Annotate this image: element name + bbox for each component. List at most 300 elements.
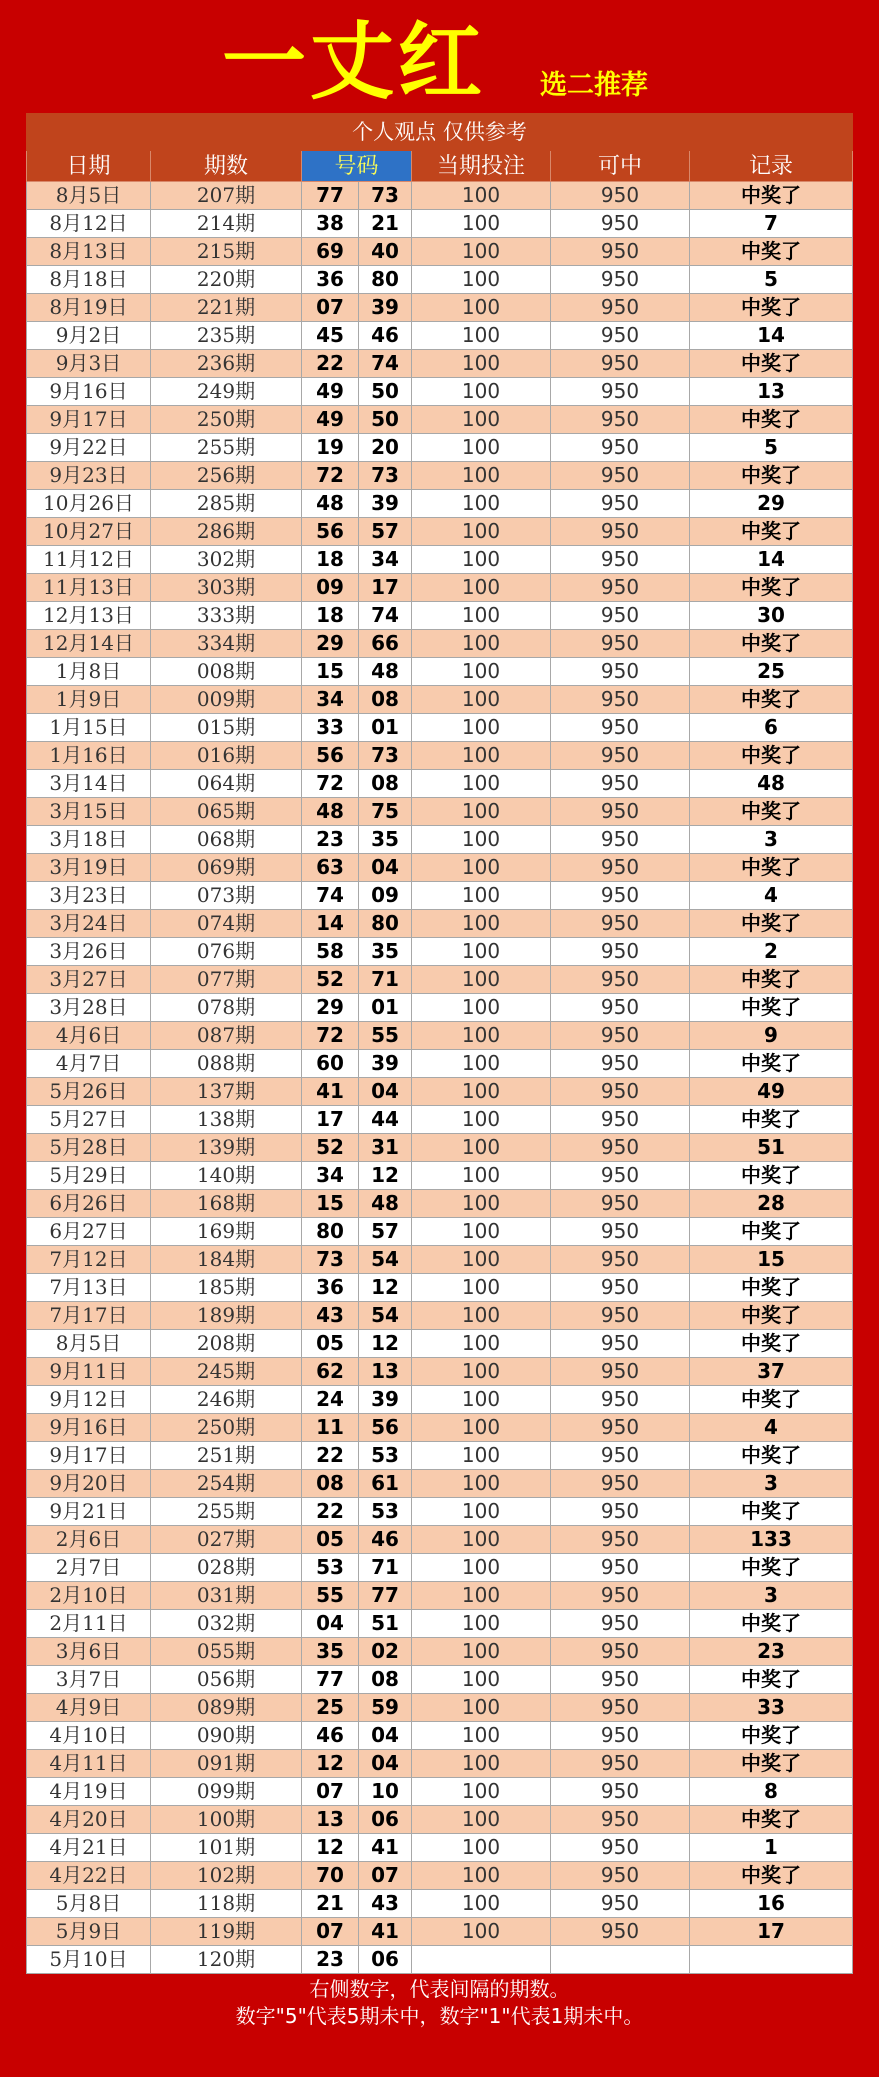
row-date: 9月17日 (27, 1442, 151, 1470)
row-date: 12月13日 (27, 602, 151, 630)
row-issue: 069期 (151, 854, 302, 882)
row-payout: 950 (551, 546, 690, 574)
row-payout: 950 (551, 322, 690, 350)
row-number-1: 07 (302, 1918, 359, 1946)
row-number-2: 66 (359, 630, 412, 658)
row-number-1: 22 (302, 1442, 359, 1470)
table-row (27, 1218, 853, 1246)
row-payout: 950 (551, 1022, 690, 1050)
row-number-1: 58 (302, 938, 359, 966)
row-number-1: 80 (302, 1218, 359, 1246)
row-number-1: 29 (302, 994, 359, 1022)
row-number-2: 21 (359, 210, 412, 238)
row-number-1: 38 (302, 210, 359, 238)
row-issue: 250期 (151, 406, 302, 434)
table-row (27, 1946, 853, 1974)
row-number-1: 34 (302, 1162, 359, 1190)
row-number-1: 49 (302, 406, 359, 434)
table-row (27, 1470, 853, 1498)
row-payout: 950 (551, 378, 690, 406)
row-bet: 100 (412, 1862, 551, 1890)
row-issue: 073期 (151, 882, 302, 910)
row-bet: 100 (412, 574, 551, 602)
row-payout: 950 (551, 1582, 690, 1610)
row-issue: 031期 (151, 1582, 302, 1610)
row-number-2: 43 (359, 1890, 412, 1918)
row-bet: 100 (412, 1078, 551, 1106)
table-row (27, 1778, 853, 1806)
row-record: 中奖了 (690, 742, 853, 770)
row-issue: 185期 (151, 1274, 302, 1302)
row-bet: 100 (412, 882, 551, 910)
row-issue: 254期 (151, 1470, 302, 1498)
row-issue: 333期 (151, 602, 302, 630)
row-record: 中奖了 (690, 630, 853, 658)
row-bet: 100 (412, 602, 551, 630)
row-record (690, 1946, 853, 1974)
row-bet: 100 (412, 1638, 551, 1666)
row-payout: 950 (551, 1610, 690, 1638)
row-number-2: 35 (359, 826, 412, 854)
row-number-2: 35 (359, 938, 412, 966)
row-issue: 100期 (151, 1806, 302, 1834)
banner-row (27, 114, 853, 151)
row-record: 中奖了 (690, 406, 853, 434)
row-issue: 235期 (151, 322, 302, 350)
table-row (27, 826, 853, 854)
row-payout: 950 (551, 742, 690, 770)
row-payout: 950 (551, 1386, 690, 1414)
row-payout: 950 (551, 462, 690, 490)
row-number-1: 19 (302, 434, 359, 462)
row-date: 9月20日 (27, 1470, 151, 1498)
row-number-1: 22 (302, 350, 359, 378)
row-number-2: 12 (359, 1274, 412, 1302)
row-number-1: 07 (302, 294, 359, 322)
row-bet: 100 (412, 1134, 551, 1162)
row-record: 25 (690, 658, 853, 686)
row-date: 11月13日 (27, 574, 151, 602)
row-date: 5月26日 (27, 1078, 151, 1106)
row-payout: 950 (551, 1442, 690, 1470)
row-date: 5月8日 (27, 1890, 151, 1918)
row-number-2: 51 (359, 1610, 412, 1638)
row-record: 中奖了 (690, 1722, 853, 1750)
row-issue: 009期 (151, 686, 302, 714)
row-date: 3月27日 (27, 966, 151, 994)
row-date: 2月6日 (27, 1526, 151, 1554)
row-bet: 100 (412, 1162, 551, 1190)
row-bet: 100 (412, 1414, 551, 1442)
row-payout: 950 (551, 1862, 690, 1890)
row-number-1: 33 (302, 714, 359, 742)
row-payout: 950 (551, 1302, 690, 1330)
table-row (27, 1302, 853, 1330)
row-record: 中奖了 (690, 1442, 853, 1470)
row-bet: 100 (412, 490, 551, 518)
row-bet: 100 (412, 182, 551, 210)
row-record: 中奖了 (690, 966, 853, 994)
row-number-2: 41 (359, 1834, 412, 1862)
row-issue: 090期 (151, 1722, 302, 1750)
row-payout: 950 (551, 770, 690, 798)
row-payout: 950 (551, 518, 690, 546)
row-number-1: 60 (302, 1050, 359, 1078)
row-record: 5 (690, 266, 853, 294)
row-issue: 214期 (151, 210, 302, 238)
row-record: 中奖了 (690, 350, 853, 378)
row-number-2: 74 (359, 350, 412, 378)
table-row (27, 910, 853, 938)
row-issue: 008期 (151, 658, 302, 686)
row-number-2: 54 (359, 1246, 412, 1274)
row-date: 2月10日 (27, 1582, 151, 1610)
row-record: 9 (690, 1022, 853, 1050)
row-record: 中奖了 (690, 1218, 853, 1246)
row-date: 3月23日 (27, 882, 151, 910)
row-bet: 100 (412, 518, 551, 546)
row-number-2: 50 (359, 378, 412, 406)
row-number-2: 01 (359, 994, 412, 1022)
row-number-2: 02 (359, 1638, 412, 1666)
row-number-1: 22 (302, 1498, 359, 1526)
table-row (27, 322, 853, 350)
row-number-1: 69 (302, 238, 359, 266)
row-date: 3月7日 (27, 1666, 151, 1694)
row-number-1: 04 (302, 1610, 359, 1638)
row-number-2: 13 (359, 1358, 412, 1386)
row-payout: 950 (551, 1078, 690, 1106)
row-issue: 221期 (151, 294, 302, 322)
table-row (27, 938, 853, 966)
row-record: 中奖了 (690, 798, 853, 826)
row-number-2: 08 (359, 686, 412, 714)
row-bet: 100 (412, 1722, 551, 1750)
row-record: 14 (690, 322, 853, 350)
row-number-1: 05 (302, 1526, 359, 1554)
row-record: 49 (690, 1078, 853, 1106)
row-number-2: 77 (359, 1582, 412, 1610)
row-date: 2月11日 (27, 1610, 151, 1638)
row-number-1: 62 (302, 1358, 359, 1386)
row-number-1: 56 (302, 742, 359, 770)
row-number-1: 46 (302, 1722, 359, 1750)
row-number-1: 12 (302, 1750, 359, 1778)
row-payout: 950 (551, 210, 690, 238)
row-record: 3 (690, 1470, 853, 1498)
row-payout: 950 (551, 1246, 690, 1274)
row-bet: 100 (412, 1666, 551, 1694)
row-bet: 100 (412, 994, 551, 1022)
footer-line-1: 右侧数字，代表间隔的期数。 (309, 1977, 570, 2001)
table-row (27, 266, 853, 294)
row-payout: 950 (551, 1526, 690, 1554)
row-date: 4月22日 (27, 1862, 151, 1890)
row-record: 中奖了 (690, 1162, 853, 1190)
row-payout: 950 (551, 1498, 690, 1526)
table-row (27, 1134, 853, 1162)
row-payout: 950 (551, 1218, 690, 1246)
row-bet: 100 (412, 1694, 551, 1722)
row-payout: 950 (551, 1638, 690, 1666)
row-payout: 950 (551, 574, 690, 602)
row-payout: 950 (551, 182, 690, 210)
table-row (27, 1638, 853, 1666)
row-number-2: 04 (359, 1722, 412, 1750)
row-record: 16 (690, 1890, 853, 1918)
row-record: 7 (690, 210, 853, 238)
row-date: 5月10日 (27, 1946, 151, 1974)
row-payout: 950 (551, 1722, 690, 1750)
row-issue: 140期 (151, 1162, 302, 1190)
row-number-1: 36 (302, 266, 359, 294)
row-payout: 950 (551, 266, 690, 294)
row-payout: 950 (551, 1918, 690, 1946)
row-date: 4月10日 (27, 1722, 151, 1750)
row-record: 14 (690, 546, 853, 574)
header-record: 记录 (690, 151, 853, 182)
table-row (27, 294, 853, 322)
row-issue: 220期 (151, 266, 302, 294)
row-number-2: 04 (359, 1750, 412, 1778)
row-bet: 100 (412, 1442, 551, 1470)
row-date: 4月7日 (27, 1050, 151, 1078)
row-bet: 100 (412, 966, 551, 994)
row-date: 6月27日 (27, 1218, 151, 1246)
row-issue: 015期 (151, 714, 302, 742)
row-number-1: 21 (302, 1890, 359, 1918)
row-record: 中奖了 (690, 1750, 853, 1778)
row-bet: 100 (412, 1218, 551, 1246)
row-record: 中奖了 (690, 1386, 853, 1414)
row-bet: 100 (412, 1358, 551, 1386)
row-number-2: 04 (359, 854, 412, 882)
row-number-1: 14 (302, 910, 359, 938)
row-date: 9月11日 (27, 1358, 151, 1386)
table-row (27, 1330, 853, 1358)
table-row (27, 1890, 853, 1918)
row-number-2: 31 (359, 1134, 412, 1162)
row-payout: 950 (551, 602, 690, 630)
row-bet: 100 (412, 1526, 551, 1554)
row-number-1: 23 (302, 1946, 359, 1974)
row-date: 7月12日 (27, 1246, 151, 1274)
row-record: 28 (690, 1190, 853, 1218)
row-record: 中奖了 (690, 910, 853, 938)
row-number-1: 53 (302, 1554, 359, 1582)
row-date: 4月19日 (27, 1778, 151, 1806)
row-record: 中奖了 (690, 1498, 853, 1526)
row-number-2: 08 (359, 1666, 412, 1694)
row-payout: 950 (551, 1274, 690, 1302)
row-number-1: 72 (302, 770, 359, 798)
table-row (27, 798, 853, 826)
row-bet: 100 (412, 1106, 551, 1134)
row-number-2: 56 (359, 1414, 412, 1442)
row-issue: 055期 (151, 1638, 302, 1666)
row-record: 2 (690, 938, 853, 966)
row-record: 中奖了 (690, 1274, 853, 1302)
table-row (27, 490, 853, 518)
row-number-2: 55 (359, 1022, 412, 1050)
row-issue: 077期 (151, 966, 302, 994)
row-number-2: 73 (359, 742, 412, 770)
row-bet: 100 (412, 1610, 551, 1638)
row-number-1: 52 (302, 966, 359, 994)
table-row (27, 1190, 853, 1218)
row-number-2: 54 (359, 1302, 412, 1330)
row-date: 9月16日 (27, 1414, 151, 1442)
row-number-1: 77 (302, 1666, 359, 1694)
row-number-1: 12 (302, 1834, 359, 1862)
row-bet: 100 (412, 770, 551, 798)
row-date: 9月12日 (27, 1386, 151, 1414)
row-number-1: 63 (302, 854, 359, 882)
row-date: 3月19日 (27, 854, 151, 882)
row-date: 10月27日 (27, 518, 151, 546)
row-payout: 950 (551, 1330, 690, 1358)
row-date: 3月15日 (27, 798, 151, 826)
row-record: 29 (690, 490, 853, 518)
row-record: 5 (690, 434, 853, 462)
row-payout: 950 (551, 1890, 690, 1918)
table-row (27, 1666, 853, 1694)
row-record: 1 (690, 1834, 853, 1862)
row-bet: 100 (412, 1246, 551, 1274)
row-number-2: 61 (359, 1470, 412, 1498)
table-row (27, 1722, 853, 1750)
row-issue: 334期 (151, 630, 302, 658)
row-number-1: 55 (302, 1582, 359, 1610)
row-record: 33 (690, 1694, 853, 1722)
row-issue: 138期 (151, 1106, 302, 1134)
row-date: 9月3日 (27, 350, 151, 378)
row-number-2: 80 (359, 910, 412, 938)
row-number-2: 53 (359, 1442, 412, 1470)
table-row (27, 1358, 853, 1386)
row-date: 5月27日 (27, 1106, 151, 1134)
row-date: 1月16日 (27, 742, 151, 770)
table-row (27, 1862, 853, 1890)
row-issue: 119期 (151, 1918, 302, 1946)
row-issue: 139期 (151, 1134, 302, 1162)
row-issue: 137期 (151, 1078, 302, 1106)
row-number-1: 72 (302, 1022, 359, 1050)
row-number-1: 70 (302, 1862, 359, 1890)
row-number-2: 07 (359, 1862, 412, 1890)
row-issue: 250期 (151, 1414, 302, 1442)
row-payout (551, 1946, 690, 1974)
row-number-1: 48 (302, 490, 359, 518)
row-number-2: 39 (359, 1050, 412, 1078)
row-number-1: 43 (302, 1302, 359, 1330)
row-issue: 068期 (151, 826, 302, 854)
row-payout: 950 (551, 1834, 690, 1862)
row-issue: 236期 (151, 350, 302, 378)
row-number-2: 75 (359, 798, 412, 826)
row-record: 中奖了 (690, 686, 853, 714)
header-payout: 可中 (551, 151, 690, 182)
row-number-2: 80 (359, 266, 412, 294)
table-row (27, 1834, 853, 1862)
table-row (27, 882, 853, 910)
row-bet: 100 (412, 266, 551, 294)
row-issue: 286期 (151, 518, 302, 546)
table-row (27, 1050, 853, 1078)
row-date: 10月26日 (27, 490, 151, 518)
row-date: 7月13日 (27, 1274, 151, 1302)
row-issue: 064期 (151, 770, 302, 798)
row-issue: 285期 (151, 490, 302, 518)
row-payout: 950 (551, 686, 690, 714)
row-issue: 076期 (151, 938, 302, 966)
row-number-2: 01 (359, 714, 412, 742)
row-record: 23 (690, 1638, 853, 1666)
row-record: 中奖了 (690, 238, 853, 266)
row-payout: 950 (551, 1134, 690, 1162)
row-record: 37 (690, 1358, 853, 1386)
row-number-1: 08 (302, 1470, 359, 1498)
table-row (27, 1162, 853, 1190)
row-number-1: 45 (302, 322, 359, 350)
row-payout: 950 (551, 1050, 690, 1078)
row-bet: 100 (412, 1890, 551, 1918)
row-number-1: 25 (302, 1694, 359, 1722)
table-row (27, 770, 853, 798)
row-bet: 100 (412, 1498, 551, 1526)
row-bet: 100 (412, 1470, 551, 1498)
row-number-2: 71 (359, 966, 412, 994)
row-bet: 100 (412, 630, 551, 658)
row-number-1: 77 (302, 182, 359, 210)
row-payout: 950 (551, 490, 690, 518)
row-number-1: 23 (302, 826, 359, 854)
row-bet: 100 (412, 714, 551, 742)
row-bet: 100 (412, 1806, 551, 1834)
row-issue: 056期 (151, 1666, 302, 1694)
table-row (27, 182, 853, 210)
row-issue: 087期 (151, 1022, 302, 1050)
row-number-1: 36 (302, 1274, 359, 1302)
row-bet: 100 (412, 1022, 551, 1050)
row-record: 4 (690, 882, 853, 910)
table-row (27, 714, 853, 742)
row-bet: 100 (412, 1554, 551, 1582)
table-row (27, 1554, 853, 1582)
row-issue: 101期 (151, 1834, 302, 1862)
row-number-2: 48 (359, 658, 412, 686)
table-row (27, 1022, 853, 1050)
row-date: 9月23日 (27, 462, 151, 490)
table-row (27, 1274, 853, 1302)
table-row (27, 1582, 853, 1610)
row-issue: 032期 (151, 1610, 302, 1638)
row-date: 4月6日 (27, 1022, 151, 1050)
row-payout: 950 (551, 294, 690, 322)
table-row (27, 630, 853, 658)
row-payout: 950 (551, 1554, 690, 1582)
row-number-2: 53 (359, 1498, 412, 1526)
row-record: 中奖了 (690, 294, 853, 322)
row-payout: 950 (551, 1106, 690, 1134)
row-number-2: 57 (359, 518, 412, 546)
row-number-2: 73 (359, 462, 412, 490)
row-record: 中奖了 (690, 1554, 853, 1582)
row-bet: 100 (412, 350, 551, 378)
row-number-1: 52 (302, 1134, 359, 1162)
row-record: 中奖了 (690, 1330, 853, 1358)
row-date: 3月26日 (27, 938, 151, 966)
